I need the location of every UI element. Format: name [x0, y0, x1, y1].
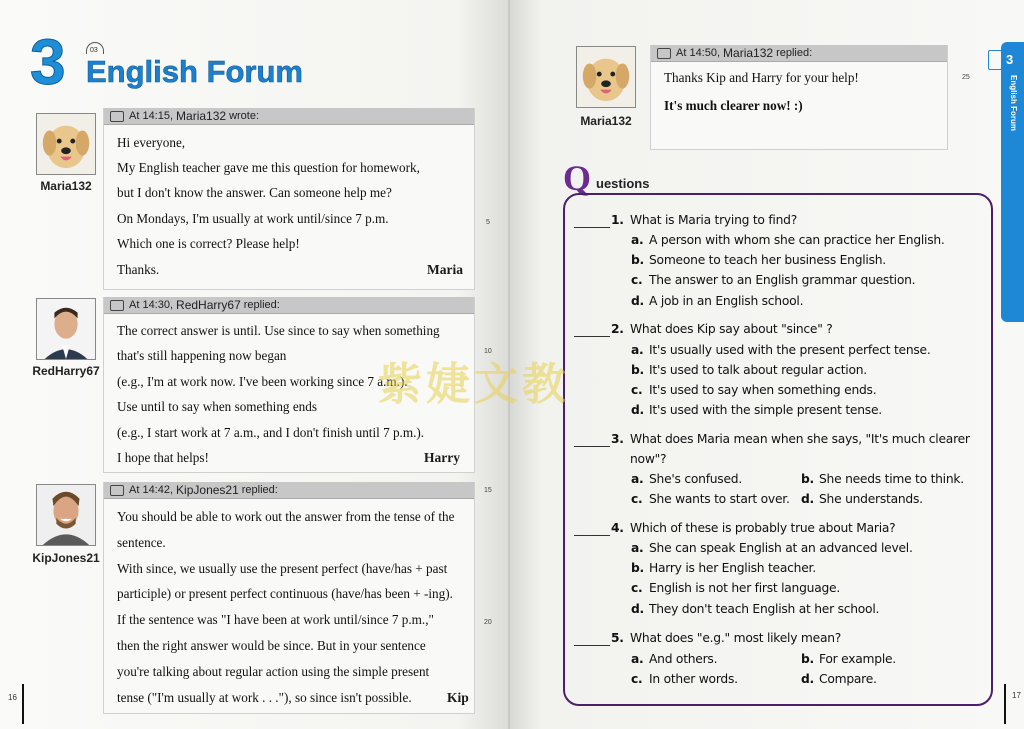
option-text[interactable]: She's confused. — [649, 472, 742, 486]
question-number: 4. — [611, 521, 624, 535]
avatar-label: Maria132 — [40, 179, 92, 193]
option-text[interactable]: A job in an English school. — [649, 294, 804, 308]
chat-bubble-icon — [110, 485, 124, 496]
post-line: On Mondays, I'm usually at work until/since 7 p.m. — [117, 211, 389, 226]
option-letter[interactable]: c. — [631, 492, 643, 506]
answer-blank[interactable] — [574, 227, 610, 228]
answer-blank[interactable] — [574, 535, 610, 536]
chat-bubble-icon — [657, 48, 671, 59]
option-letter[interactable]: a. — [631, 652, 644, 666]
post-line: you're talking about regular action using the simple present — [117, 664, 430, 679]
page-rule — [1004, 684, 1006, 724]
question-number: 3. — [611, 432, 624, 446]
unit-number: 3 — [30, 26, 66, 98]
option-letter[interactable]: c. — [631, 581, 643, 595]
post-signature: Maria — [427, 262, 463, 277]
line-number: 25 — [962, 74, 970, 81]
option-text[interactable]: She needs time to think. — [819, 472, 964, 486]
option-text[interactable]: And others. — [649, 652, 718, 666]
option-text[interactable]: She wants to start over. — [649, 492, 790, 506]
chat-bubble-icon — [110, 300, 124, 311]
post-line: participle) or present perfect continuous (have/has been + -ing). — [117, 586, 453, 601]
tab-number: 3 — [1006, 52, 1014, 67]
dog-avatar — [576, 46, 636, 108]
option-text[interactable]: In other words. — [649, 672, 738, 686]
question-number: 5. — [611, 631, 624, 645]
post-time: At 14:30, — [129, 299, 174, 311]
avatar-label: RedHarry67 — [32, 364, 100, 378]
option-text[interactable]: Harry is her English teacher. — [649, 561, 816, 575]
option-text[interactable]: It's usually used with the present perfect tense. — [649, 343, 931, 357]
option-letter[interactable]: a. — [631, 343, 644, 357]
option-text[interactable]: Compare. — [819, 672, 877, 686]
post-header — [104, 482, 474, 499]
option-letter[interactable]: a. — [631, 233, 644, 247]
page-number-right: 17 — [1012, 691, 1021, 700]
option-text[interactable]: She can speak English at an advanced level. — [649, 541, 913, 555]
post-header — [104, 297, 474, 314]
option-text[interactable]: English is not her first language. — [649, 581, 841, 595]
post-verb: replied: — [776, 47, 813, 59]
post-header — [651, 45, 947, 62]
post-user[interactable]: Maria132 — [176, 109, 227, 123]
book-icon — [988, 50, 1002, 70]
post-line: Thanks Kip and Harry for your help! — [664, 70, 859, 85]
option-text[interactable]: It's used with the simple present tense. — [649, 403, 882, 417]
answer-blank[interactable] — [574, 336, 610, 337]
page-rule — [22, 684, 24, 724]
question-number: 1. — [611, 213, 624, 227]
option-text[interactable]: The answer to an English grammar question. — [649, 273, 916, 287]
post-signature: Harry — [424, 450, 460, 465]
question-number: 2. — [611, 322, 624, 336]
post-line: but I don't know the answer. Can someone help me? — [117, 185, 392, 200]
post-line: (e.g., I start work at 7 a.m., and I don't finish until 7 p.m.). — [117, 425, 425, 440]
option-letter[interactable]: d. — [631, 403, 644, 417]
post-time: At 14:50, — [676, 47, 721, 59]
post-user[interactable]: Maria132 — [723, 46, 774, 60]
option-letter[interactable]: d. — [631, 602, 644, 616]
post-signature: Kip — [447, 690, 469, 705]
page-title: English Forum — [86, 54, 303, 89]
post-line: You should be able to work out the answer from the tense of the — [117, 509, 455, 524]
question-text: What does Kip say about "since" ? — [630, 322, 833, 336]
option-letter[interactable]: b. — [801, 472, 814, 486]
post-line: then the right answer would be since. But in your sentence — [117, 638, 426, 653]
avatar-label: KipJones21 — [32, 551, 100, 565]
option-text[interactable]: For example. — [819, 652, 896, 666]
line-number: 15 — [484, 487, 492, 494]
post-line: Which one is correct? Please help! — [117, 236, 300, 251]
option-letter[interactable]: c. — [631, 672, 643, 686]
post-line: sentence. — [117, 535, 166, 550]
questions-box — [563, 193, 993, 706]
post-line: The correct answer is until. Use since to say when something — [117, 323, 440, 338]
post-verb: replied: — [243, 299, 280, 311]
post-line: Use until to say when something ends — [117, 399, 317, 414]
option-letter[interactable]: c. — [631, 273, 643, 287]
post-line: tense ("I'm usually at work . . ."), so since isn't possible. — [117, 690, 412, 705]
post-line: that's still happening now began — [117, 348, 287, 363]
line-number: 5 — [486, 219, 490, 226]
answer-blank[interactable] — [574, 446, 610, 447]
option-text[interactable]: They don't teach English at her school. — [649, 602, 880, 616]
post-verb: wrote: — [229, 110, 260, 122]
option-letter[interactable]: a. — [631, 541, 644, 555]
post-line: With since, we usually use the present perfect (have/has + past — [117, 561, 448, 576]
line-number: 10 — [484, 348, 492, 355]
man-avatar — [36, 298, 96, 360]
post-line: It's much clearer now! :) — [664, 98, 803, 113]
post-line: (e.g., I'm at work now. I've been working since 7 a.m.). — [117, 374, 408, 389]
post-line: I hope that helps! — [117, 450, 209, 465]
audio-track-number: 03 — [90, 47, 98, 54]
page-number-left: 16 — [8, 693, 17, 702]
post-header — [104, 108, 474, 125]
avatar-label: Maria132 — [580, 114, 632, 128]
option-letter[interactable]: a. — [631, 472, 644, 486]
questions-heading: uestions — [596, 176, 650, 191]
questions-initial: Q — [563, 158, 592, 198]
option-letter[interactable]: d. — [801, 672, 814, 686]
post-user[interactable]: KipJones21 — [176, 483, 239, 497]
option-letter[interactable]: b. — [631, 561, 644, 575]
post-time: At 14:42, — [129, 484, 174, 496]
question-text: What does Maria mean when she says, "It's much clearer — [630, 432, 970, 446]
dog-avatar — [36, 113, 96, 175]
tab-label: English Forum — [1009, 75, 1018, 131]
post-line: Hi everyone, — [117, 135, 186, 150]
option-text[interactable]: She understands. — [819, 492, 923, 506]
post-line: Thanks. — [117, 262, 160, 277]
question-text: now"? — [630, 452, 667, 466]
chat-bubble-icon — [110, 111, 124, 122]
option-text[interactable]: Someone to teach her business English. — [649, 253, 886, 267]
man-avatar — [36, 484, 96, 546]
answer-blank[interactable] — [574, 645, 610, 646]
option-letter[interactable]: b. — [631, 253, 644, 267]
line-number: 20 — [484, 619, 492, 626]
question-text: Which of these is probably true about Maria? — [630, 521, 896, 535]
question-text: What does "e.g." most likely mean? — [630, 631, 842, 645]
watermark: 紫婕文教 — [378, 359, 570, 410]
option-letter[interactable]: d. — [631, 294, 644, 308]
option-text[interactable]: A person with whom she can practice her English. — [649, 233, 945, 247]
post-line: My English teacher gave me this question for homework, — [117, 160, 420, 175]
post-time: At 14:15, — [129, 110, 174, 122]
post-verb: replied: — [241, 484, 278, 496]
post-user[interactable]: RedHarry67 — [176, 298, 241, 312]
option-letter[interactable]: b. — [631, 363, 644, 377]
option-letter[interactable]: c. — [631, 383, 643, 397]
post-line: If the sentence was "I have been at work until/since 7 p.m.," — [117, 612, 434, 627]
question-text: What is Maria trying to find? — [630, 213, 797, 227]
option-letter[interactable]: b. — [801, 652, 814, 666]
option-text[interactable]: It's used to say when something ends. — [649, 383, 877, 397]
option-letter[interactable]: d. — [801, 492, 814, 506]
option-text[interactable]: It's used to talk about regular action. — [649, 363, 867, 377]
